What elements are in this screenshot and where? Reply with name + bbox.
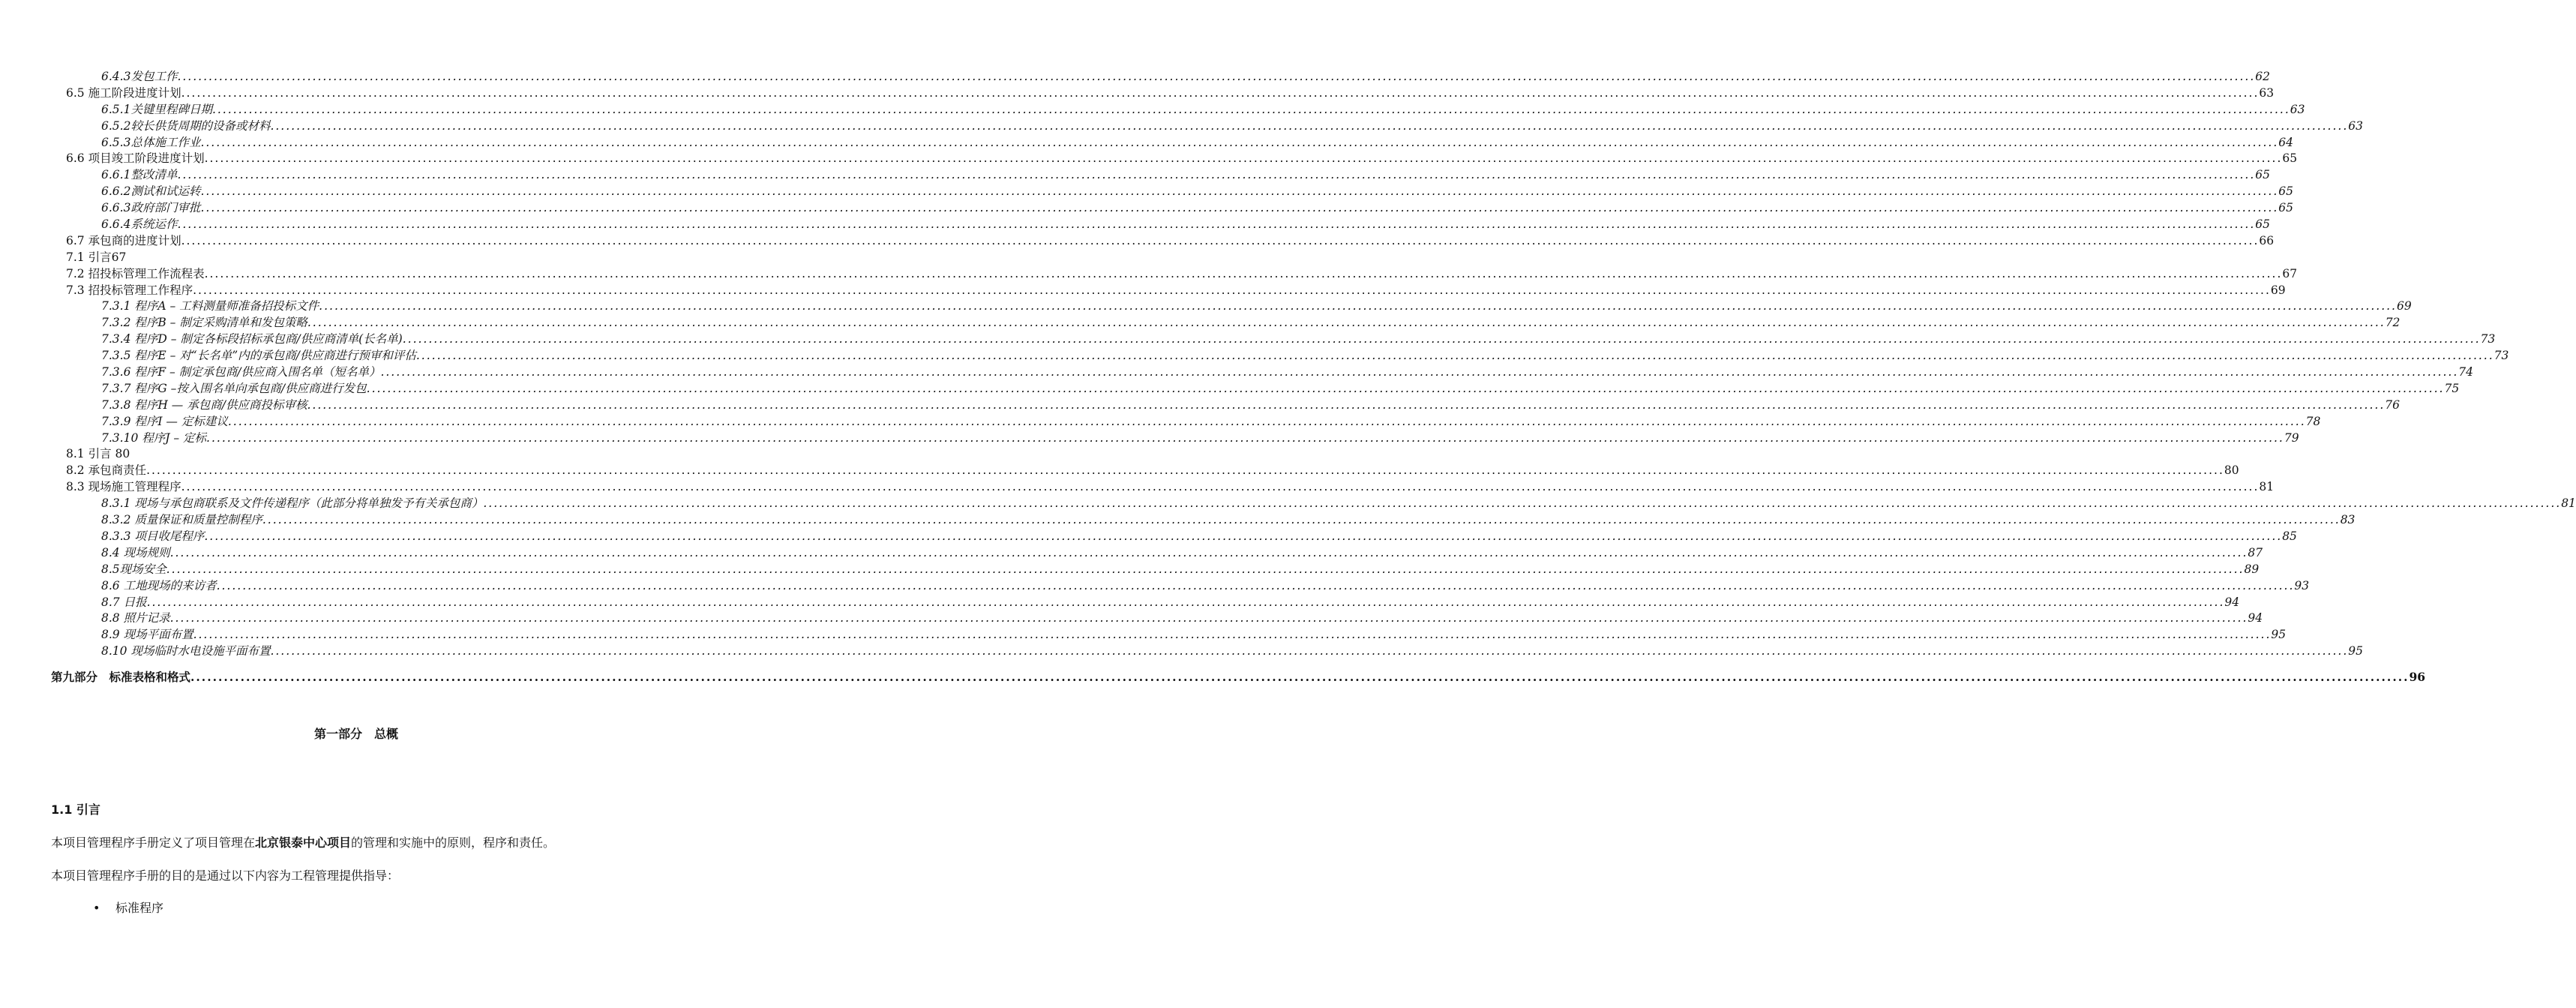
- toc-entry-title: 6.5.1关键里程碑日期: [101, 102, 212, 116]
- toc-entry[interactable]: [0, 167, 2270, 184]
- toc-entry-title: 第九部分 标准表格和格式: [51, 670, 191, 685]
- toc-entry-title: 7.3.8 程序H — 承包商/供应商投标审核: [101, 398, 307, 412]
- toc-entry[interactable]: [0, 578, 2310, 595]
- toc-entry-line: [101, 398, 2401, 414]
- toc-leader-dots: ................................................................................................................................................................................................................................................................................................................................................................................................................: [146, 464, 2224, 478]
- toc-entry-title: 6.6.3政府部门审批: [101, 201, 201, 215]
- toc-page-number: 64: [2278, 135, 2293, 149]
- bullet-icon: •: [93, 901, 100, 915]
- toc-entry-title: 6.6.1整改清单: [101, 168, 178, 182]
- toc-entry[interactable]: [0, 414, 2321, 430]
- part-title: 第一部分 总概: [313, 727, 398, 741]
- toc-page-number: 83: [2340, 513, 2356, 527]
- toc-page-number: 94: [2248, 611, 2263, 626]
- bullet-list-item: [93, 898, 163, 916]
- toc-entry-title: 8.8 照片记录: [101, 611, 170, 626]
- toc-entry-line: [66, 86, 2275, 102]
- toc-page-number: 75: [2444, 381, 2460, 395]
- toc-entry[interactable]: [0, 332, 2496, 348]
- toc-entry-title: 7.2 招投标管理工作流程表: [66, 266, 205, 280]
- toc-entry-line: [101, 332, 2496, 348]
- toc-page-number: 95: [2348, 644, 2363, 658]
- toc-page-number: 69: [2270, 283, 2286, 297]
- toc-leader-dots: ................................................................................................................................................................................................................................................................................................................................................................................................................: [204, 529, 2283, 543]
- toc-entry-title: 6.6.4系统运作: [101, 218, 178, 232]
- toc-page-number: 81: [2561, 496, 2576, 511]
- toc-entry-title: 8.1 引言 80: [66, 447, 130, 461]
- toc-entry[interactable]: [0, 364, 2473, 381]
- toc-entry-line: [66, 151, 2298, 167]
- toc-page-number: 87: [2248, 545, 2263, 560]
- toc-page-number: 94: [2224, 595, 2240, 609]
- toc-leader-dots: ................................................................................................................................................................................................................................................................................................................................................................................................................: [166, 562, 2245, 576]
- toc-entry-line: [66, 446, 591, 463]
- toc-entry-line: [101, 217, 2270, 233]
- toc-entry[interactable]: [0, 86, 2275, 102]
- toc-entry[interactable]: [0, 315, 2401, 332]
- toc-entry-line: [101, 595, 2240, 611]
- toc-entry-line: [101, 167, 2270, 184]
- toc-leader-dots: ................................................................................................................................................................................................................................................................................................................................................................................................................: [307, 398, 2386, 412]
- toc-entry-line: [101, 315, 2401, 332]
- toc-entry-title: 8.2 承包商责任: [66, 464, 147, 478]
- toc-page-number: 76: [2385, 398, 2401, 412]
- toc-leader-dots: ................................................................................................................................................................................................................................................................................................................................................................................................................: [190, 670, 2410, 685]
- toc-entry-line: [66, 479, 2275, 496]
- toc-page-number: 67: [2282, 266, 2298, 280]
- toc-entry-title: 6.7 承包商的进度计划: [66, 233, 181, 248]
- toc-entry-line: [66, 266, 2298, 283]
- toc-entry-title: 7.3 招投标管理工作程序: [66, 283, 193, 297]
- toc-page-number: 62: [2255, 70, 2270, 83]
- toc-leader-dots: ................................................................................................................................................................................................................................................................................................................................................................................................................: [169, 611, 2248, 626]
- toc-entry-title: 7.3.7 程序G –按入围名单向承包商/供应商进行发包: [101, 381, 367, 395]
- toc-entry-title: 7.3.5 程序E – 对“长名单”内的承包商/供应商进行预审和评估: [101, 349, 416, 363]
- toc-entry-title: 8.5现场安全: [101, 562, 166, 576]
- toc-leader-dots: ................................................................................................................................................................................................................................................................................................................................................................................................................: [211, 102, 2290, 116]
- toc-page-number: 65: [2282, 152, 2298, 166]
- toc-leader-dots: ................................................................................................................................................................................................................................................................................................................................................................................................................: [270, 644, 2349, 658]
- toc-entry[interactable]: [0, 479, 2275, 496]
- toc-entry-title: 7.3.6 程序F – 制定承包商/供应商入围名单（短名单）: [101, 365, 381, 380]
- toc-page-number: 89: [2244, 562, 2260, 576]
- toc-entry-line: [101, 562, 2260, 578]
- toc-page-number: 79: [2284, 430, 2299, 445]
- purpose-paragraph: 本项目管理程序手册的目的是通过以下内容为工程管理提供指导：: [51, 868, 400, 883]
- toc-entry-title: 6.5 施工阶段进度计划: [66, 86, 181, 100]
- toc-entry-title: 7.3.10 程序J – 定标: [101, 430, 207, 445]
- toc-entry[interactable]: [0, 562, 2260, 578]
- toc-entry-line: [66, 250, 591, 266]
- toc-leader-dots: ................................................................................................................................................................................................................................................................................................................................................................................................................: [200, 184, 2279, 199]
- toc-page-number: 66: [2259, 233, 2275, 248]
- toc-leader-dots: ................................................................................................................................................................................................................................................................................................................................................................................................................: [227, 414, 2306, 428]
- intro-text-before: 本项目管理程序手册定义了项目管理在: [51, 836, 256, 850]
- toc-page-number: 93: [2294, 578, 2310, 592]
- toc-entry[interactable]: [0, 233, 2275, 250]
- toc-entry-title: 7.3.4 程序D – 制定各标段招标承包商/供应商清单(长名单): [101, 332, 403, 346]
- toc-leader-dots: ................................................................................................................................................................................................................................................................................................................................................................................................................: [366, 381, 2445, 395]
- toc-entry-title: 6.6 项目竣工阶段进度计划: [66, 152, 205, 166]
- toc-entry-line: [101, 298, 2412, 315]
- toc-page-number: 63: [2259, 86, 2275, 100]
- toc-entry[interactable]: [0, 283, 2286, 299]
- toc-entry-title: 8.3.1 现场与承包商联系及文件传递程序（此部分将单独发予有关承包商）: [101, 496, 484, 511]
- toc-page-number: 63: [2348, 118, 2363, 133]
- toc-entry-line: [101, 545, 2263, 562]
- toc-entry[interactable]: [0, 217, 2270, 233]
- toc-leader-dots: ................................................................................................................................................................................................................................................................................................................................................................................................................: [262, 513, 2341, 527]
- toc-entry-line: [51, 664, 2426, 690]
- toc-page-number: 65: [2255, 218, 2270, 232]
- toc-leader-dots: ................................................................................................................................................................................................................................................................................................................................................................................................................: [193, 283, 2271, 297]
- toc-page-number: 73: [2480, 332, 2496, 346]
- toc-entry[interactable]: [0, 463, 2239, 479]
- toc-leader-dots: ................................................................................................................................................................................................................................................................................................................................................................................................................: [380, 365, 2459, 380]
- toc-entry-title: 8.3.2 质量保证和质量控制程序: [101, 513, 262, 527]
- toc-entry[interactable]: [0, 627, 2287, 644]
- toc-entry-title: 8.4 现场规则: [101, 545, 170, 560]
- toc-entry[interactable]: [0, 381, 2460, 398]
- toc-entry-line: [101, 430, 2299, 447]
- toc-leader-dots: ................................................................................................................................................................................................................................................................................................................................................................................................................: [181, 86, 2260, 100]
- toc-entry-line: [101, 644, 2363, 660]
- toc-page-number: 65: [2278, 201, 2293, 215]
- toc-page-number: 65: [2278, 184, 2293, 199]
- toc-page-number: 81: [2259, 480, 2275, 494]
- toc-entry-line: [101, 414, 2321, 430]
- toc-leader-dots: ................................................................................................................................................................................................................................................................................................................................................................................................................: [483, 496, 2562, 511]
- toc-leader-dots: ................................................................................................................................................................................................................................................................................................................................................................................................................: [216, 578, 2295, 592]
- toc-entry-title: 6.5.2较长供货周期的设备或材料: [101, 118, 271, 133]
- toc-page-number: 80: [2224, 464, 2239, 478]
- toc-entry[interactable]: [0, 595, 2240, 611]
- toc-entry-line: [101, 118, 2363, 135]
- toc-entry-line: [101, 364, 2473, 381]
- toc-entry[interactable]: [0, 664, 2426, 690]
- toc-entry[interactable]: [0, 151, 2298, 167]
- toc-entry-title: 6.5.3总体施工作业: [101, 135, 201, 149]
- toc-entry[interactable]: [0, 496, 2576, 512]
- toc-entry-line: [66, 283, 2286, 299]
- toc-leader-dots: ................................................................................................................................................................................................................................................................................................................................................................................................................: [146, 595, 2225, 609]
- toc-leader-dots: ................................................................................................................................................................................................................................................................................................................................................................................................................: [402, 332, 2481, 346]
- toc-leader-dots: ................................................................................................................................................................................................................................................................................................................................................................................................................: [181, 480, 2260, 494]
- toc-leader-dots: ................................................................................................................................................................................................................................................................................................................................................................................................................: [270, 118, 2349, 133]
- toc-leader-dots: ................................................................................................................................................................................................................................................................................................................................................................................................................: [200, 135, 2279, 149]
- toc-entry[interactable]: [0, 512, 2356, 529]
- toc-leader-dots: ................................................................................................................................................................................................................................................................................................................................................................................................................: [204, 152, 2283, 166]
- toc-entry-line: [101, 184, 2293, 200]
- toc-page-number: 73: [2494, 349, 2509, 363]
- toc-entry[interactable]: [0, 102, 2305, 118]
- toc-page-number: 78: [2305, 414, 2321, 428]
- toc-page-number: 96: [2409, 670, 2426, 685]
- toc-leader-dots: ................................................................................................................................................................................................................................................................................................................................................................................................................: [177, 168, 2256, 182]
- toc-leader-dots: ................................................................................................................................................................................................................................................................................................................................................................................................................: [206, 430, 2284, 445]
- toc-leader-dots: ................................................................................................................................................................................................................................................................................................................................................................................................................: [177, 218, 2256, 232]
- toc-page-number: 85: [2282, 529, 2297, 543]
- toc-leader-dots: ................................................................................................................................................................................................................................................................................................................................................................................................................: [177, 70, 2256, 83]
- toc-page-number: 65: [2255, 168, 2270, 182]
- intro-paragraph: [51, 833, 555, 850]
- toc-entry-title: 7.3.1 程序A – 工料测量师准备招投标文件: [101, 299, 319, 314]
- toc-entry-line: [101, 381, 2460, 398]
- toc-leader-dots: ................................................................................................................................................................................................................................................................................................................................................................................................................: [415, 349, 2494, 363]
- toc-entry-title: 8.6 工地现场的来访者: [101, 578, 217, 592]
- toc-leader-dots: ................................................................................................................................................................................................................................................................................................................................................................................................................: [193, 628, 2272, 642]
- toc-entry-line: [101, 578, 2310, 595]
- toc-leader-dots: ................................................................................................................................................................................................................................................................................................................................................................................................................: [319, 299, 2397, 314]
- toc-entry[interactable]: [0, 446, 712, 463]
- toc-entry[interactable]: [0, 184, 2293, 200]
- section-heading: 1.1 引言: [51, 802, 100, 817]
- toc-entry-title: 7.3.2 程序B – 制定采购清单和发包策略: [101, 316, 307, 330]
- toc-entry-title: 7.3.9 程序I — 定标建议: [101, 414, 228, 428]
- toc-entry[interactable]: [0, 430, 2299, 447]
- toc-entry-title: 8.10 现场临时水电设施平面布置: [101, 644, 271, 658]
- toc-entry[interactable]: [0, 398, 2401, 414]
- toc-entry-line: [101, 348, 2509, 364]
- toc-entry-line: [101, 102, 2305, 118]
- toc-entry[interactable]: [0, 610, 2263, 627]
- toc-entry-title: 8.3.3 项目收尾程序: [101, 529, 205, 543]
- toc-page-number: 95: [2271, 628, 2287, 642]
- toc-page-number: 74: [2458, 365, 2473, 380]
- toc-entry-line: [101, 529, 2297, 545]
- project-name: 北京银泰中心项目: [255, 836, 352, 850]
- toc-entry[interactable]: [0, 545, 2263, 562]
- toc-entry-line: [101, 496, 2576, 512]
- toc-leader-dots: ................................................................................................................................................................................................................................................................................................................................................................................................................: [169, 545, 2248, 560]
- toc-entry-title: 8.7 日报: [101, 595, 147, 609]
- toc-entry[interactable]: [0, 266, 2298, 283]
- intro-text-after: 的管理和实施中的原则，程序和责任。: [351, 836, 556, 850]
- toc-entry[interactable]: [0, 118, 2363, 135]
- toc-entry-title: 6.6.2测试和试运转: [101, 184, 201, 199]
- toc-page-number: 63: [2290, 102, 2305, 116]
- toc-entry-title: 6.4.3发包工作: [101, 70, 178, 83]
- toc-entry[interactable]: [0, 529, 2297, 545]
- toc-leader-dots: ................................................................................................................................................................................................................................................................................................................................................................................................................: [204, 266, 2283, 280]
- bullet-text: 标准程序: [115, 901, 164, 915]
- toc-entry[interactable]: [0, 298, 2412, 315]
- toc-entry[interactable]: [0, 250, 712, 266]
- toc-entry-line: [101, 512, 2356, 529]
- toc-entry-line: [66, 463, 2239, 479]
- toc-entry[interactable]: [0, 135, 2293, 152]
- toc-entry-line: [101, 200, 2293, 217]
- toc-entry-line: [66, 233, 2275, 250]
- toc-leader-dots: ................................................................................................................................................................................................................................................................................................................................................................................................................: [181, 233, 2260, 248]
- toc-leader-dots: ................................................................................................................................................................................................................................................................................................................................................................................................................: [307, 316, 2386, 330]
- toc-entry-line: [101, 610, 2263, 627]
- toc-entry-line: [101, 69, 2270, 86]
- toc-leader-dots: ................................................................................................................................................................................................................................................................................................................................................................................................................: [200, 201, 2279, 215]
- toc-entry[interactable]: [0, 200, 2293, 217]
- toc-page-number: 69: [2396, 299, 2412, 314]
- toc-entry-title: 8.3 现场施工管理程序: [66, 480, 181, 494]
- toc-entry[interactable]: [0, 69, 2270, 86]
- toc-entry-line: [101, 627, 2287, 644]
- toc-page-number: 72: [2385, 316, 2401, 330]
- toc-entry[interactable]: [0, 644, 2363, 660]
- toc-entry-line: [101, 135, 2293, 152]
- toc-entry[interactable]: [0, 348, 2509, 364]
- toc-entry-title: 7.1 引言67: [66, 250, 127, 264]
- table-of-contents: [0, 69, 2576, 690]
- toc-entry-title: 8.9 现场平面布置: [101, 628, 193, 642]
